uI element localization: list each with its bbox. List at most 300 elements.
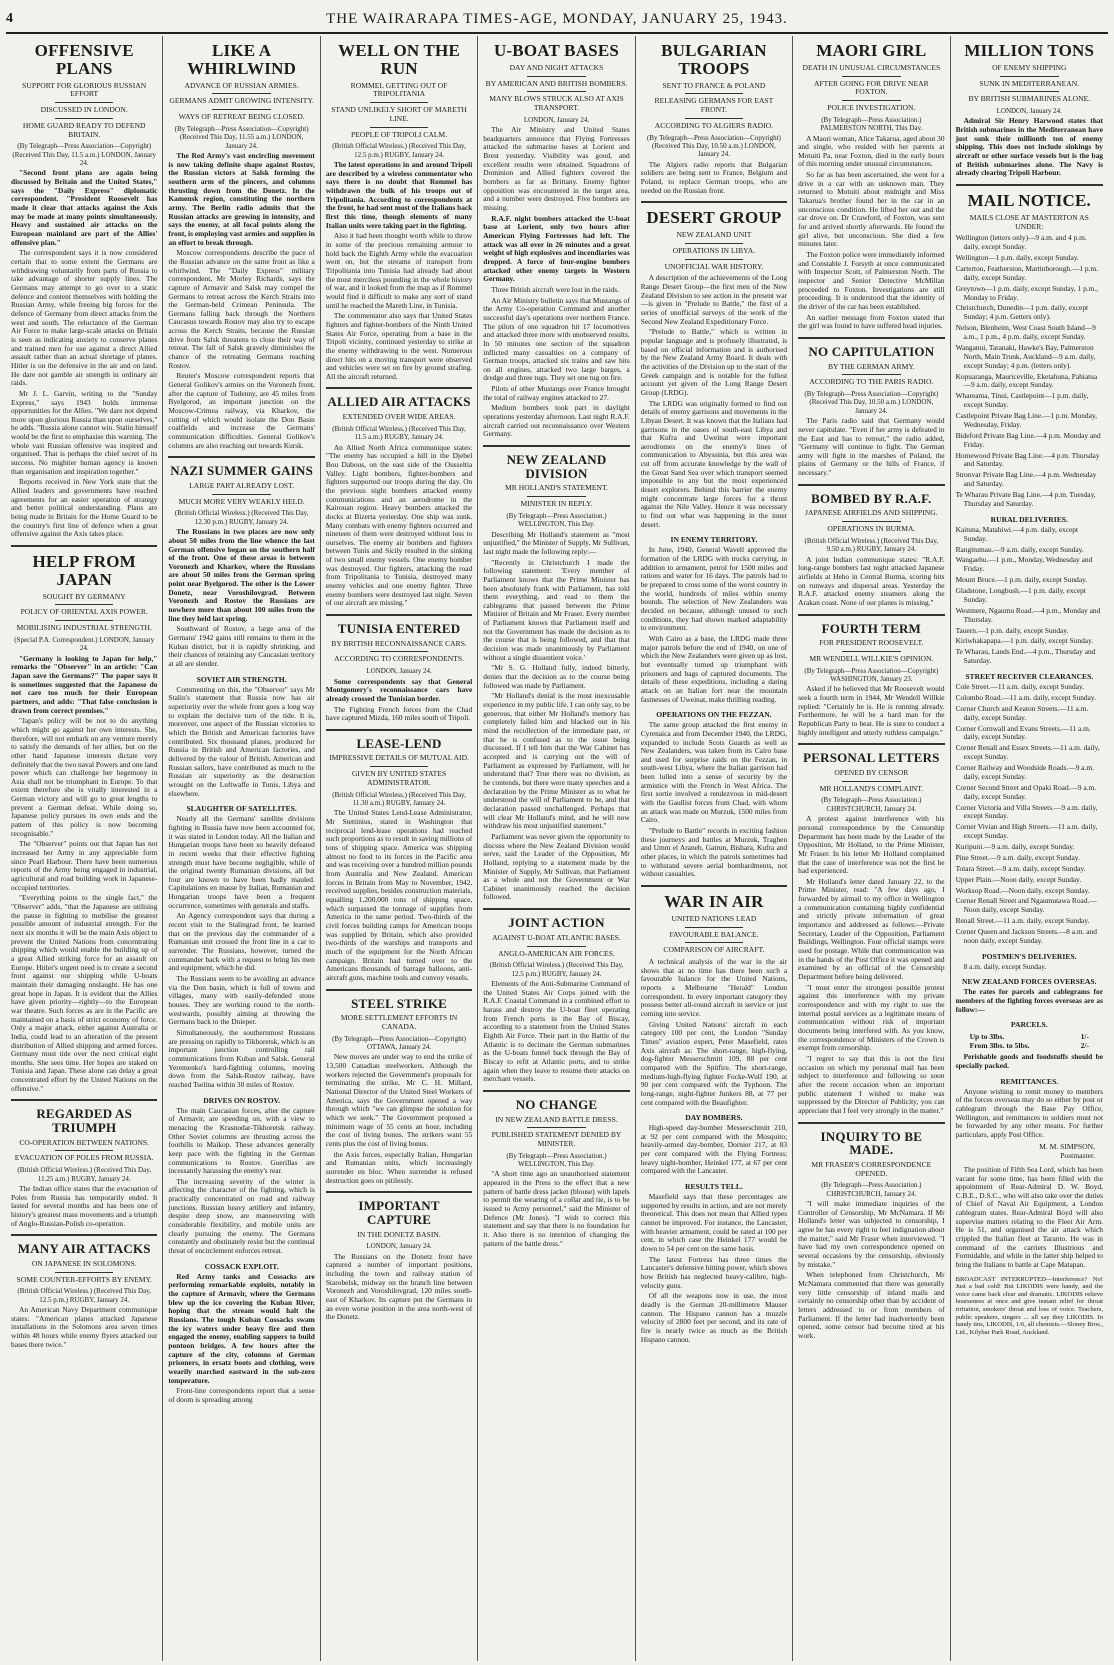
article-body bbox=[641, 1193, 787, 1344]
article-subhead: PUBLISHED STATEMENT DENIED BY MINISTER. bbox=[491, 1130, 622, 1148]
article-subhead: SOUGHT BY GERMANY bbox=[42, 591, 126, 601]
schedule-item: Wangaehu.—1 p.m., Monday, Wednesday and Friday. bbox=[955, 555, 1093, 574]
article-paragraph: "Prelude to Battle" records in exciting fashion these journeys and battles at Murzuk, Traghen and Umm el Araneb, Gatrun, Bishara, Kufra and other places, in which the patrols sometimes had to withstand severe aerial bombardments, not without casualties. bbox=[640, 826, 788, 879]
article-headline: NAZI SUMMER GAINS bbox=[170, 463, 314, 479]
article bbox=[798, 492, 944, 608]
article-dateline: (By Telegraph—Press Association—Copyright) (Received This Day, 11.55 a.m.) LONDON, January 24. bbox=[174, 124, 309, 150]
article bbox=[326, 1199, 472, 1322]
article bbox=[798, 345, 944, 478]
article-subhead: EXTENDED OVER WIDE AREAS. bbox=[342, 412, 456, 422]
schedule-item: Greytown—1 p.m. daily, except Sunday, 1 p.m., Monday to Friday. bbox=[955, 283, 1099, 302]
article-paragraph: The Air Ministry and United States headquarters announce that Flying Fortresses attacked the submarine bases at Lorient and Brest yesterday. Visibility was good, and excellent results were obtained. Squadrons of Dominion and Allied fighters covered the bombers as far as Brittany. Enemy fighter opposition was encountered in the target area, and a number were destroyed. Five bombers are missing. bbox=[483, 125, 630, 213]
article-paragraph: Medium bombers took part in daylight operations yesterday afternoon. Last night R.A.F. aircraft carried out reconnaissance over Western Germany. bbox=[483, 403, 630, 439]
article-paragraph: The same group attacked the first enemy in Cyrenaica and from December 1940, the LRDG, expanded to include Scots Guards as well as New Zealanders, was taken from its Cairo base and used for surprise raids on the Fezzan, in south-west Libya, where the Italian garrison had been lulled into a sense of security by the armistice with the French in West Africa. The first sortie involved a rendezvous in mid-desert with the Gaullist forces from Chad, with whom an attack was made on Murzuk, 1500 miles from Cairo. bbox=[640, 720, 788, 825]
schedule-item: Upper Plain.—Noon daily, except Sunday. bbox=[955, 874, 1082, 884]
article-paragraph: An Allied North Africa communique states: "The enemy has occupied a hill in the Djebel Bou Dabous, on the east side of the Ousseltia Valley. Light bombers, fighter-bombers and fighters supported our troops during the day. On the previous night bombers attacked enemy communications and an aerodrome in the Kairouan region. Heavy bombers attacked the docks at Bizerta yesterday. One ship was sunk. Many combats with enemy fighters occurred and nineteen of them were destroyed without loss to ourselves. The enemy air bombers and fighters between Tunis and Sicily resulted in the sinking of two small enemy vessels. One enemy bomber was destroyed. Our fighters, attacking the road from Tripolitania to Tunisia, destroyed many enemy vehicles and one enemy fighter. Three enemy bombers were destroyed last night. Seven of our aircraft are missing." bbox=[325, 442, 473, 608]
article-paragraph: Red Army tanks and Cossacks are performing remarkable exploits, notably in the capture of Armavir, where the Germans blew up the ice covering the Kuban River, hoping that the stream would halt the Russians. The tough Kuban Cossacks swam the icy waters under heavy fire and then engaged the enemy, enabling sappers to build pontoon bridges. A few hours after the capture of the city, columns of German prisoners, in ersatz boots and clothing, were wearily marched eastward in the sub-zero temperature. bbox=[168, 1271, 315, 1385]
article-body bbox=[168, 686, 314, 799]
article-body bbox=[798, 1200, 944, 1341]
article-paragraph: An Agency correspondent says that during a recent visit to the Stalingrad front, he learned that on the previous day the commander of a Rumanian unit crossed the front line in a car to surrender. The Russians, however, turned the commander back with a request to bring his men and equipment, which he did. bbox=[168, 911, 315, 973]
article-dateline: (By Telegraph—Press Association—Copyright) (Received This Day, 10.50 a.m.) LONDON, January 24. bbox=[646, 133, 781, 159]
article-subhead: OPENED BY CENSOR bbox=[834, 768, 909, 778]
article-paragraph: In June, 1940, General Wavell approved the formation of the LRDG with trucks carrying, in addition to armament, petrol for 1500 miles and rations and water for 16 days. The patrols had to be prepared to cross some of the worst country in the world, hundreds of miles within enemy bounds. The selection of New Zealanders was decided on because, although unused to such conditions, they had shown marked adaptability to environment. bbox=[640, 545, 788, 633]
schedule-item: Corner Cornwall and Evans Streets.—11 a.m. daily, except Sunday. bbox=[955, 723, 1091, 742]
article-body bbox=[956, 1053, 1103, 1070]
article-body bbox=[798, 685, 944, 737]
subhead-rule bbox=[1000, 91, 1059, 92]
article-body bbox=[168, 528, 314, 669]
schedule-item: Corner Second Street and Opaki Road.—9 a.m. daily, except Sunday. bbox=[955, 782, 1097, 801]
article-dateline: (By Telegraph—Press Association.) CHRISTCHURCH, January 24. bbox=[821, 796, 922, 813]
article-body bbox=[956, 1276, 1103, 1337]
article-body bbox=[956, 1166, 1103, 1270]
schedule-item: Whareama, Tinui, Castlepoint—1 p.m. daily, except Sunday. bbox=[955, 391, 1089, 410]
article-paragraph: The Indian office states that the evacuation of Poles from Russia has temporarily ended. It lasted for several months and has been one of history's greatest mass movements and a triumph of Anglo-Russian-Polish co-operation. bbox=[11, 1183, 158, 1228]
article-divider bbox=[798, 1122, 944, 1124]
article-subhead: RELEASING GERMANS FOR EAST FRONT. bbox=[654, 96, 774, 115]
article-paragraph: Reuter's Moscow correspondent reports that General Golikov's armies on the Voronezh front, after the capture of Tudenny, are 45 miles from Byelgorod, an important junction on the Moscow-Crimea railway, via Kharkov, the cutting of which would isolate the Don Basin coalfields and increase the Germans' communication difficulties. General Golikov's columns are also reaching out towards Kursk. bbox=[168, 371, 315, 450]
schedule-item: Totara Street.—9 a.m. daily, except Sunday. bbox=[955, 863, 1086, 873]
article-body bbox=[641, 958, 787, 1107]
article bbox=[168, 1096, 314, 1256]
schedule-item: Carterton, Featherston, Martinborough.—1 p.m. daily, except Sunday. bbox=[955, 263, 1099, 282]
article-paragraph: Masefield says that these percentages are supported by results in action, and are not merely theoretical. This does not mean that Allied types cannot be improved. For instance, the Lancaster, with heavier armament, could be rated at 100 per cent, in which case the Heinkel 177 would be down to 54 per cent on the same basis. bbox=[640, 1192, 788, 1254]
article-paragraph: Admiral Sir Henry Harwood states that British submarines in the Mediterranean have just sunk their millionth ton of enemy shipping. This does not include sinkings by aircraft or other surface vessels but is the bag of British submarines alone. The Navy is already clearing Tripoli Harbour. bbox=[955, 116, 1103, 178]
article-dateline: (British Official Wireless.) (Received This Day, 12.30 p.m.) RUGBY, January 24. bbox=[174, 509, 309, 526]
schedule-item: Homewood Private Bag Line.—4 p.m. Thursday and Saturday. bbox=[955, 450, 1100, 469]
article bbox=[641, 1182, 787, 1344]
article-subhead: BY BRITISH RECONNAISSANCE CARS. bbox=[331, 638, 467, 648]
article bbox=[326, 622, 472, 723]
article bbox=[798, 1130, 944, 1341]
article-paragraph: An Air Ministry bulletin says that Mustangs of the Army Co-operation Command and another successful day's operations over northern France. The pilots of one squadron hit 17 locomotives and attacked three more with unobserved results. In 50 minutes one section of the squadron inflicted many casualties on a company of German troops, attacked six trains and saw hits on all engines, attacked two large barges, a dredge and three tugs. They set one tug on fire. bbox=[483, 295, 630, 383]
article-subhead: FOR PRESIDENT ROOSEVELT. bbox=[819, 638, 924, 648]
article-paragraph: Parliament was never given the opportunity to discuss where the New Zealand Division would serve, said the Leader of the Opposition, Mr Holland, replying to a statement made by the Minister of Supply, Mr Sullivan, that Parliament as a whole and not the Government or War Cabinet unanimously reached the decision followed. bbox=[483, 831, 630, 902]
schedule-list bbox=[956, 683, 1103, 946]
article-body bbox=[11, 655, 157, 1094]
article bbox=[956, 1276, 1103, 1337]
rate-weight: Up to 3lbs. bbox=[969, 1032, 1005, 1042]
article-subhead: PEOPLE OF TRIPOLI CALM. bbox=[351, 129, 448, 139]
article-subhead: MINISTER IN REPLY. bbox=[520, 499, 593, 509]
article-paragraph: The "Observer" points out that Japan has not increased her Army in any appreciable form since Pearl Harbour. There have been numerous reports of the Army being engaged in industrial, agricultural and road building work in Japanese-occupied territories. bbox=[11, 839, 158, 892]
article-headline: OFFENSIVE PLANS bbox=[34, 41, 134, 78]
article-subhead: GIVEN BY UNITED STATES ADMINISTRATOR. bbox=[351, 769, 447, 787]
article-paragraph: A description of the achievements of the Long Range Desert Group—the first men of the New Zealand Division to see action in the present war—is given in "Prelude to Battle," the first of a series of unofficial surveys of the work of the Second New Zealand Expeditionary Force. bbox=[640, 273, 788, 326]
article bbox=[326, 395, 472, 608]
article-body bbox=[483, 126, 629, 439]
article-subhead: MAILS CLOSE AT MASTERTON AS UNDER: bbox=[969, 212, 1089, 231]
article-subhead: MR WENDELL WILLKIE'S OPINION. bbox=[809, 653, 934, 663]
article-divider bbox=[483, 445, 629, 447]
article-divider bbox=[483, 908, 629, 910]
article-subhead: UNITED NATIONS LEAD bbox=[671, 913, 757, 923]
article-headline: ALLIED AIR ATTACKS bbox=[327, 394, 471, 410]
schedule-item: Corner Vivian and High Streets.—11 a.m. daily, except Sunday. bbox=[955, 822, 1098, 841]
article-subhead: HOME GUARD READY TO DEFEND BRITAIN. bbox=[22, 120, 146, 139]
article-subhead: POLICE INVESTIGATION. bbox=[827, 103, 916, 112]
article-paragraph: The rates for parcels and cablegrams for members of the fighting forces overseas are as follow:— bbox=[955, 987, 1103, 1014]
article-headline: HELP FROM JAPAN bbox=[32, 552, 136, 589]
article-body bbox=[483, 1170, 629, 1248]
article-headline: MAORI GIRL bbox=[816, 41, 927, 60]
article-dateline: (British Official Wireless.) (Received This Day, 11.5 a.m.) RUGBY, January 24. bbox=[332, 424, 466, 442]
schedule-item: Kaituna, Matahiwi.—4 p.m. daily, except Sunday. bbox=[955, 524, 1079, 543]
article-divider bbox=[326, 729, 472, 731]
article-dateline: (Special P.A. Correspondent.) LONDON, January 24. bbox=[14, 635, 155, 653]
article-dateline: LONDON, January 24. bbox=[366, 1242, 432, 1251]
article-body bbox=[641, 274, 787, 529]
article bbox=[798, 751, 944, 1115]
article-headline: MILLION TONS bbox=[964, 41, 1095, 60]
article-subhead: POLICY OF ORIENTAL AXIS POWER. bbox=[20, 607, 148, 617]
article-paragraph: "Everything points to the single fact," the "Observer" adds, "that the Japanese are utilising the pause in fighting to mobilise the greatest possible amount of industrial strength. For the next six months it will be the main Axis object to prevent the United Nations from concentrating shipping which would enable the building up of a great Allied striking force for an assault on Europe. Hitler's urgent need is to create a second front against our shipping while U-boats maintain their damaging onslaught. He has one great hope in Japan. It is evident that the Allies have given priority—rightly—to the European war theatre. Such forces as are in the Pacific are maintained on a basis of strict economy of force. Only a major attack, either against Australia or India, could lead to an alteration of the present distribution of Allied shipping and armed forces. Germany must tide over the next critical eight months. She sees time. Her hopes are staked on Tunisia and Japan. These alone can delay a great concentrated effort by the United Nations on the offensive." bbox=[11, 893, 158, 1093]
article-paragraph: An earlier message from Foxton stated that the girl was found to have suffered head injuries. bbox=[798, 312, 945, 331]
article-subhead: SENT TO FRANCE & POLAND bbox=[662, 80, 766, 90]
article-paragraph: Nearly all the Germans' satellite divisions fighting in Russia have now been accounted for, it was stated in London today. All the Italian and Hungarian troops have been so heavily defeated in recent weeks that their effective fighting strength must have become negligible, while of the original twenty Rumanian divisions, all but four are known to have been badly mauled. Capitulations en masse by Italian, Rumanian and Hungarian troops have been a frequent occurrence, sometimes with generals and staffs. bbox=[168, 814, 315, 910]
article-subhead: DEATH IN UNUSUAL CIRCUMSTANCES bbox=[802, 62, 941, 72]
article-headline: WELL ON THE RUN bbox=[338, 41, 460, 78]
article bbox=[483, 42, 629, 439]
article-subhead: WAYS OF RETREAT BEING CLOSED. bbox=[178, 112, 305, 122]
subhead-rule bbox=[212, 109, 271, 110]
article-paragraph: Anyone wishing to remit money to members of the forces overseas may do so either by post or cablegram through the Base Pay Office, Wellington, and remittances to soldiers must not be forwarded by any other means. For further particulars, apply Post Office. bbox=[955, 1086, 1103, 1139]
article-dateline: (British Official Wireless.) (Received This Day, 12.5 p.m.) RUGBY, January 24. bbox=[489, 961, 624, 978]
article-paragraph: Also it had been thought worth while to throw in some of the precious remaining armour to hold back the Eighth Army while the evacuation went on, but the streams of transport from Tripolitania into Tunisia had already had about the most merciless pounding in the whole history of war, and it looked from the map as if Rommel would find it difficult to make any sort of stand until he reached the Mareth Line, in Tunisia. bbox=[325, 231, 473, 310]
article-subhead: NEW ZEALAND UNIT bbox=[676, 230, 752, 240]
section-heading: IN ENEMY TERRITORY. bbox=[670, 535, 758, 545]
article-paragraph: "Japan's policy will be not to do anything which might go against her own interests. She, therefore, will not embark on any venture merely to satisfy the demands of her allies, but on the other hand Japanese interests dictate very definitely that the two naval Powers and one land power which can challenge her hegemony in Asia shall not be triumphant in Europe. To that extent therefore she is vitally interested in a German victory and will go to great lengths to prevent a German defeat. While doing so, Japanese policy pursues its own ends and the pattern of this policy is now becoming recognisable." bbox=[11, 716, 158, 838]
article-subhead: SOME COUNTER-EFFORTS BY ENEMY. bbox=[16, 1274, 152, 1284]
article-subhead: CO-OPERATION BETWEEN NATIONS. bbox=[19, 1137, 150, 1147]
section-heading: NEW ZEALAND FORCES OVERSEAS. bbox=[962, 977, 1097, 987]
columns bbox=[6, 36, 1108, 1661]
section-heading: STREET RECEIVER CLEARANCES. bbox=[965, 672, 1094, 682]
article-body bbox=[326, 1053, 472, 1185]
article bbox=[956, 1166, 1103, 1270]
article-divider bbox=[798, 484, 944, 486]
article-dateline: (By Telegraph—Press Association.) WELLINGTON, This Day. bbox=[506, 1151, 607, 1169]
article-body bbox=[11, 169, 157, 539]
article-paragraph: The LRDG was originally formed to find out details of enemy garrisons and movements in the Libyan Desert. It was known that the Italians had garrisons in the oases of south-east Libya and that Kufra and Uweinat were important aerodromes on the enemy's lines of communication to Abyssinia, but this area was cut off from accurate knowledge by the wall of the Great Sand Sea over which transport seemed impossible to any but the most experienced desert explorers. Behind this barrier the enemy might concentrate large forces for a thrust against the Nile Valley. Hence it was necessary to find out what was happening in the inner desert. bbox=[640, 398, 788, 529]
article-subhead: ADVANCE OF RUSSIAN ARMIES. bbox=[184, 80, 299, 90]
article-paragraph: With Cairo as a base, the LRDG made three major patrols before the end of 1940, on one of which the New Zealanders were given up as lost, but eventually turned up triumphant with prisoners and bags of captured documents. The details of these expeditions, including a daring attack on an Italian fort near the mountain fastnesses of Uweinat, make thrilling reading. bbox=[640, 633, 788, 704]
section-heading: RURAL DELIVERIES. bbox=[990, 514, 1068, 524]
subhead-rule bbox=[55, 118, 114, 119]
article-divider bbox=[326, 614, 472, 616]
article-dateline: (By Telegraph—Press Association.) WELLINGTON, This Day. bbox=[506, 511, 607, 529]
article bbox=[326, 737, 472, 983]
article-subhead: ACCORDING TO THE PARIS RADIO. bbox=[809, 377, 934, 387]
article-dateline: LONDON, January 24. bbox=[366, 667, 432, 676]
schedule-item: Corner Renall and Essex Streets.—11 a.m. daily, except Sunday. bbox=[955, 743, 1100, 762]
article-subhead: OF ENEMY SHIPPING bbox=[992, 62, 1067, 72]
section-heading: REMITTANCES. bbox=[1000, 1076, 1059, 1086]
article-body bbox=[11, 1306, 157, 1349]
schedule-item: Pine Street.—9 a.m. daily, except Sunday. bbox=[955, 852, 1080, 862]
article-dateline: (British Official Wireless.) (Received This Day, 11.25 a.m.) RUGBY, January 24. bbox=[17, 1166, 151, 1183]
article-subhead: BY AMERICAN AND BRITISH BOMBERS. bbox=[485, 78, 628, 88]
article bbox=[641, 710, 787, 879]
article-headline: NEW ZEALAND DIVISION bbox=[506, 452, 607, 481]
article-paragraph: the Axis forces, especially Italian, Hungarian and Rumanian units, which increasingly surrender en bloc. When surrender is refused destruction goes on pitilessly. bbox=[325, 1149, 473, 1185]
article-dateline: LONDON, January 24. bbox=[996, 107, 1062, 115]
schedule-item: Worksop Road.—Noon daily, except Sunday. bbox=[955, 885, 1090, 895]
section-heading: COSSACK EXPLOIT. bbox=[204, 1261, 279, 1271]
article-paragraph: Some correspondents say that General Montgomery's reconnaissance cars have already crossed the Tunisian border. bbox=[325, 676, 473, 703]
schedule-item: Bideford Private Bag Line.—4 p.m. Monday and Friday. bbox=[955, 430, 1101, 449]
article-subhead: MR HOLLAND'S STATEMENT. bbox=[505, 483, 608, 493]
subhead-rule bbox=[55, 1150, 114, 1151]
article-paragraph: The Fighting French forces from the Chad have captured Mizda, 160 miles south of Tripoli. bbox=[325, 704, 473, 723]
article-dateline: (By Telegraph—Press Association—Copyright) (Received This Day, 10.50 a.m.) LONDON, January 24. bbox=[804, 390, 939, 415]
article-headline: JOINT ACTION bbox=[508, 915, 605, 931]
column bbox=[793, 36, 950, 1661]
article-divider bbox=[641, 201, 787, 203]
subhead-rule bbox=[842, 651, 901, 652]
subhead-rule bbox=[527, 91, 586, 92]
subhead-rule bbox=[685, 93, 744, 94]
section-heading: DRIVES ON ROSTOV. bbox=[203, 1095, 280, 1105]
article-headline: INQUIRY TO BE MADE. bbox=[820, 1128, 923, 1158]
article-paragraph: Perishable goods and foodstuffs should be specially packed. bbox=[955, 1052, 1103, 1071]
article-divider bbox=[798, 337, 944, 339]
section-heading: DAY BOMBERS. bbox=[685, 1113, 743, 1123]
article-body bbox=[326, 1253, 472, 1322]
article-paragraph: Reports received in New York state that the Allied leaders and governments have reached agreements for an easier operation of strategy and better political understanding. Plans are being made in Britain for the Home Guard to be the country's first line of defence when a great offensive against the Axis takes place. bbox=[11, 477, 158, 539]
article bbox=[483, 916, 629, 1084]
article-paragraph: Three British aircraft were lost in the raids. bbox=[491, 284, 619, 294]
article-dateline: LONDON, January 24. bbox=[523, 115, 590, 124]
signature-line: M. M. SIMPSON, bbox=[1039, 1141, 1095, 1151]
schedule-item: Renall Street.—11 a.m. daily, except Sunday. bbox=[955, 916, 1090, 926]
article-paragraph: "Second front plans are again being discussed by Britain and the United States," says the "Daily Express" diplomatic correspondent. "President Roosevelt has made it clear that attacks against the Axis may be made at many points simultaneously. Heavy and sustained air attacks on the European mainland are part of the Allies' offensive plan." bbox=[11, 168, 158, 247]
article-subhead: ACCORDING TO ALGIERS RADIO. bbox=[654, 120, 774, 130]
article-paragraph: Giving United Nations' aircraft in each category 100 per cent, the London "Sunday Times" aviation expert, Peter Masefield, rates Axis aircraft as: The short-range, high-flying, dog-fighter Messerschmitt 109, 88 per cent compared with the Spitfire. The short-range, medium-high-flying fighter Focke-Wulf 190, at 90 per cent compared with the Typhoon. The long-range, night-fighter Junkers 88, at 77 per cent compared with the Beaufighter. bbox=[640, 1019, 788, 1107]
article bbox=[168, 804, 314, 1089]
article-divider bbox=[11, 1234, 157, 1236]
rate-row bbox=[956, 1041, 1103, 1050]
article-paragraph: "I will make immediate inquiries of the Controller of Censorship, Mr McNamara. If Mr Holland's letter was subjected to censorship, I agree he has every right to feel indignation about the matter," said Mr Fraser when interviewed. "I have had my own correspondence opened on several occasions by the censorship, obviously by mistake." bbox=[798, 1199, 945, 1269]
article-subhead: MR FRASER'S CORRESPONDENCE OPENED. bbox=[811, 1159, 932, 1178]
article bbox=[641, 42, 787, 195]
article-dateline: (British Official Wireless.) (Received This Day, 11.30 a.m.) RUGBY, January 24. bbox=[332, 790, 466, 808]
article-paragraph: The main Caucasian forces, after the capture of Armavir, are speeding on, with a view to menacing the Krasnodar-Tikhoretsk railway. Other Soviet columns are thrusting across the foothills to Maikop. These advances generally keep pace with the fighting in the German communications to Rostov. Guerillas are incessantly harassing the enemy's rear. bbox=[168, 1105, 315, 1176]
article-body bbox=[798, 417, 944, 478]
article-paragraph: Moscow correspondents describe the pace of the Russian advance on the same front as like a whirlwind. The "Daily Express" military correspondent, Mr Morley Richards, says the capture of Armavir and Salsk may compel the Germans to retreat across the Kerch Straits into the German-held Crimean Peninsula. The Germans falling back through the Northern Caucasus towards Rostov may also try to escape across the Kerch Straits, because the Russian drive from Salsk threatens to close their way of retreat. The fall of Salsk gravely diminishes the chance of the retreating Germans reaching Rostov. bbox=[168, 248, 315, 370]
article-headline: BULGARIAN TROOPS bbox=[661, 41, 767, 78]
subhead-rule bbox=[212, 93, 271, 94]
article-paragraph: The latest operations in and around Tripoli are described by a wireless commentator who says there is no doubt that Rommel has withdrawn the bulk of his troops out of Tripolitania. According to correspondents at the front, he had sent most of the Italians back first this time, though elements of many Italian units were taking part in the fighting. bbox=[325, 160, 473, 230]
article-subhead: OPERATIONS IN LIBYA. bbox=[672, 245, 756, 255]
article-subhead: DISCUSSED IN LONDON. bbox=[40, 105, 128, 115]
article-paragraph: The correspondent says it is now considered certain that to some extent the Germans are withdrawing voluntarily from parts of Russia to take advantage of shorter supply lines. The Germans may attempt to go over to a static defence and content themselves with holding the Russian Army, while freeing big forces for the defence of Germany from direct attacks from the west and south. The reluctance of the German Air Force to make large-scale attacks on Britain is seen as indicating anxiety to conserve planes and trained men for use against a direct Allied assault rather than an actual shortage of planes. Hitler is on the defensive in the air and on land. He dare not gamble air strength in ordinary air raids. bbox=[11, 248, 158, 388]
article-paragraph: Commenting on this, the "Observer" says Mr Stalin's statement that Russia now has air superiority over the whole front goes a long way to explain the decisive turn of the tide. It is, moreover, one aspect of the Russian victories to which the British and American factories have contributed. Six thousand planes, produced for Russia in British and American factories, and delivered by the valour of British, American and Russian sailors, have contributed as much to the Russian air superiority as the destruction wrought on the Luftwaffe in Tunis, Libya and elsewhere. bbox=[168, 684, 315, 798]
subhead-rule bbox=[685, 259, 744, 260]
article-subhead: DAY AND NIGHT ATTACKS bbox=[509, 62, 604, 72]
masthead bbox=[6, 6, 1108, 34]
subhead-rule bbox=[527, 76, 586, 77]
article-paragraph: The Algiers radio reports that Bulgarian soldiers are being sent to France, Belgium and Poland, to replace German troops, who are needed on the Russian front. bbox=[640, 159, 788, 195]
article-paragraph: Describing Mr Holland's statement as "most unjustified," the Minister of Supply, Mr Sullivan, last night made the following reply:— bbox=[483, 529, 630, 556]
article-body bbox=[798, 556, 944, 608]
article bbox=[641, 535, 787, 704]
article-body bbox=[641, 1124, 787, 1176]
article-divider bbox=[168, 456, 314, 458]
column bbox=[321, 36, 478, 1661]
article-body bbox=[798, 135, 944, 331]
article-paragraph: High-speed day-bomber Messerschmitt 210, at 92 per cent compared with the Mosquito; heavily-armed day-bomber, Dornier 217, at 83 per cent compared with the Flying Fortress; heavy night-bomber, Heinkel 177, at 67 per cent compared with the Lancaster. bbox=[640, 1123, 788, 1176]
schedule-list bbox=[956, 526, 1103, 666]
subhead-rule bbox=[212, 494, 271, 495]
article-paragraph: "I must enter the strongest possible protest against this interference with my private correspondence and with my right to use the internal postal services as a legitimate means of communication without risk of important documents being interfered with. As you know, the correspondence of Ministers of the Crown is exempt from censorship. bbox=[798, 982, 945, 1053]
schedule-item: Corner Renall Street and Ngaumutawa Road.—Noon daily, except Sunday. bbox=[955, 896, 1097, 915]
schedule-item: Kiriwhakapapa.—1 p.m. daily, except Sunday. bbox=[955, 636, 1094, 646]
article-body bbox=[956, 1088, 1103, 1140]
subhead-rule bbox=[55, 102, 114, 103]
article-divider bbox=[956, 184, 1103, 186]
article-headline: LIKE A WHIRLWIND bbox=[187, 41, 297, 78]
article bbox=[483, 1098, 629, 1248]
article-dateline: (By Telegraph—Press Association—Copyright) WASHINGTON, January 23. bbox=[804, 666, 939, 684]
article-paragraph: The Russians in two places are now only about 50 miles from the line whence the last German offensive began on the southern half of the front. One of these areas is between Voronezh and Kharkov, where the Russians are about 50 miles from the German spring point near Byelgorod. The other is the Lower Donetz, near Voroshilovgrad. Between Voronezh and Rostov the Russians are nowhere more than about 100 miles from the line they held last spring. bbox=[168, 527, 315, 623]
rate-weight: From 3lbs. to 5lbs. bbox=[969, 1041, 1030, 1051]
subhead-rule bbox=[842, 100, 901, 101]
schedule-item: Westmere, Ngaumu Road.—4 p.m., Monday and Thursday. bbox=[955, 605, 1101, 624]
article-divider bbox=[798, 743, 944, 745]
article-subhead: COMPARISON OF AIRCRAFT. bbox=[663, 945, 765, 955]
schedule-item: Te Wharau, Lands End.—4 p.m., Thursday and Saturday. bbox=[955, 647, 1096, 666]
schedule-item: Rangitumau.—9 a.m. daily, except Sunday. bbox=[955, 544, 1084, 554]
schedule-item: Wanganui, Taranaki, Hawke's Bay, Palmerston North, Main Trunk, Auckland—9 a.m. daily, except Sunday; 4 p.m. (letters only). bbox=[955, 342, 1096, 370]
article bbox=[798, 42, 944, 331]
article-paragraph: Mr J. L. Garvin, writing to the "Sunday Express," says 1943 holds immense opportunities for the Allies. "We dare not depend more upon glorious Russia than upon ourselves," he adds. "Russia alone cannot win. Stalin himself would be the first to emphasise this warning. The whole vast Russian offensive was inspired and organised. That is perhaps the chief secret of its success. No mightier human agency is known than organisation and inspiration together." bbox=[11, 388, 158, 476]
article-paragraph: "Recently in Christchurch I made the following statement: 'Every member of Parliament knows that the Prime Minister has been absolutely frank with Parliament, has told them everything, and read to them the cablegrams that passed between the Prime Minister of Britain and Mr Fraser. Every member of Parliament knows that Parliament itself and not the Government has made the decision as to the course that is being followed, and that that decision was made unanimously by Parliament without a single dissentient voice.' bbox=[483, 557, 630, 662]
subhead-rule bbox=[842, 781, 901, 782]
article-divider bbox=[326, 1191, 472, 1193]
article-paragraph: A technical analysis of the war in the air shows that at no time has there been such a favourable balance for the United Nations, reports a Melbourne "Herald" London correspondent. In every important category they possess better all-round aircraft in service or just coming into service. bbox=[640, 957, 788, 1018]
subhead-rule bbox=[842, 374, 901, 375]
article bbox=[956, 1020, 1103, 1070]
article-headline: FOURTH TERM bbox=[821, 620, 922, 636]
article-subhead: IN NEW ZEALAND BATTLE DRESS. bbox=[495, 1114, 618, 1124]
section-heading: SLAUGHTER OF SATELLITES. bbox=[186, 804, 297, 814]
article bbox=[956, 1077, 1103, 1160]
subhead-rule bbox=[685, 942, 744, 943]
article bbox=[641, 209, 787, 529]
article-subhead: FAVOURABLE BALANCE. bbox=[669, 929, 759, 939]
article-subhead: MUCH MORE VERY WEAKLY HELD. bbox=[178, 496, 305, 506]
article-paragraph: Mr Holland's letter dated January 22, to the Prime Minister, read: "A few days ago, I forwarded by airmail to my office in Wellington a communication containing highly confidential and strictly private information of great importance and addressed as follows:—Private Secretary, Leader of the Opposition, Parliament Buildings, Wellington. Four official stamps were used for postage. While that communication was in the hands of the Post Office it was opened and examined by an official of the Censorship Department before being delivered. bbox=[798, 876, 945, 982]
article-subhead: IMPRESSIVE DETAILS OF MUTUAL AID. bbox=[329, 753, 469, 763]
article-paragraph: The Foxton police were immediately informed and Constable J. Forsyth at once communicated with Inspector Scott, of Palmerston North. The inspector and Senior Detective McMillan proceeded to Foxton. Investigations are still proceeding. It is understood that the identity of the driver of the car has been established. bbox=[798, 250, 945, 311]
article-headline: PERSONAL LETTERS bbox=[803, 750, 940, 766]
column bbox=[636, 36, 793, 1661]
schedule-item: Colombo Road.—11 a.m. daily, except Sunday. bbox=[955, 692, 1096, 702]
schedule-item: Te Wharau Private Bag Line.—4 p.m. Tuesday, Thursday and Saturday. bbox=[955, 490, 1096, 508]
subhead-rule bbox=[55, 620, 114, 621]
section-heading: OPERATIONS ON THE FEZZAN. bbox=[656, 710, 772, 720]
column bbox=[163, 36, 320, 1661]
subhead-rule bbox=[370, 102, 429, 103]
schedule-item: Corner Railway and Woodside Roads.—9 a.m. daily, except Sunday. bbox=[955, 763, 1094, 781]
article-paragraph: Southward of Rostov, a large area of the Germans' 1942 gains still remains to them in the Kuban district, but it is rapidly shrinking, and their chances of retaining any Caucasian territory at all are slender. bbox=[168, 624, 315, 669]
article-body bbox=[641, 721, 787, 879]
article-subhead: EVACUATION OF POLES FROM RUSSIA. bbox=[14, 1153, 154, 1163]
article-headline: NO CHANGE bbox=[515, 1096, 598, 1112]
article-subhead: MANY BLOWS STRUCK ALSO AT AXIS TRANSPORT. bbox=[489, 94, 624, 112]
signature-line: Postmaster. bbox=[1060, 1150, 1095, 1160]
column bbox=[951, 36, 1108, 1661]
article-paragraph: "Germany is looking to Japan for help," remarks the "Observer" in an article: "Can Japan save the Germans?" The paper says it is sometimes suggested that the Japanese do not care too much for their European partners, and adds: "That false conclusion is drawn from correct premises." bbox=[11, 653, 158, 715]
article-subhead: MOBILISING INDUSTRIAL STRENGTH. bbox=[16, 623, 152, 633]
rate-price: 1/- bbox=[1080, 1032, 1089, 1042]
article-subhead: AFTER GOING FOR DRIVE NEAR FOXTON. bbox=[813, 78, 929, 97]
article bbox=[798, 622, 944, 738]
article-divider bbox=[326, 387, 472, 389]
subhead-rule bbox=[685, 927, 744, 928]
schedule-item: Castlepoint Private Bag Line.—1 p.m. Monday, Wednesday, Friday. bbox=[955, 411, 1097, 429]
article-paragraph: The latest Fortress has three times the Lancaster's defensive hitting power, which shows how British has neglected heavy-calibre, high-velocity guns. bbox=[640, 1254, 788, 1290]
article-headline: MAIL NOTICE. bbox=[967, 190, 1091, 210]
article-paragraph: The Red Army's vast encircling movement is now taking definite shape against Rostov, the Russian victors at Salsk forming the southern arm of the pincers, and columns thrusting down from the Donetz. In the Kamensk region, constituting the northern army. The Berlin radio admits that the Russian attacks are growing in intensity, and says the enemy, at all focal points along the front, is employing vast armies and supplies in an effort to break through. bbox=[168, 151, 315, 247]
rate-price: 2/- bbox=[1080, 1041, 1089, 1051]
section-heading: SOVIET AIR STRENGTH. bbox=[196, 674, 287, 684]
page-number: 4 bbox=[6, 11, 13, 26]
schedule-item: Stronvar Private Bag Line.—4 p.m. Wednesday and Saturday. bbox=[955, 470, 1097, 489]
article bbox=[168, 1262, 314, 1405]
schedule-item: Christchurch, Dunedin—1 p.m. daily, except Sunday; 4 p.m. Getters only). bbox=[955, 303, 1089, 322]
article bbox=[11, 42, 157, 539]
article bbox=[956, 42, 1103, 178]
article-dateline: (British Official Wireless.) (Received This Day, 9.50 a.m.) RUGBY, January 24. bbox=[804, 536, 939, 554]
article-paragraph: The position of Fifth Sea Lord, which has been vacant for some time, has been filled with the appointment of Rear-Admiral D. W. Boyd, C.B.E., D.S.C., who will also take over the duties of Chief of Naval Air Equipment, a London cablegram states. Rear-Admiral Boyd will also supervise matters relating to the Fleet Air Arm. He is 51, and organised the air attack which crippled the Italian fleet at Taranto. He was in command of the carriers Illustrious and Formidable, and while in the latter ship helped to bring the Italians to battle at Cape Matapan. bbox=[955, 1164, 1103, 1270]
article-subhead: SUNK IN MEDITERRANEAN. bbox=[979, 78, 1080, 88]
article-divider bbox=[11, 545, 157, 547]
article-body bbox=[168, 815, 314, 1089]
article-paragraph: The commentator also says that United States fighters and fighter-bombers of the Ninth United States Air Force, operating from a base in the Tripoli vicinity, continued yesterday to strike at the enemy withdrawing to the west. Numerous direct hits on a moving transport were observed and vehicles were set on fire by ground strafing. All the aircraft returned. bbox=[325, 311, 473, 381]
article-subhead: LARGE PART ALREADY LOST. bbox=[189, 480, 295, 490]
article-paragraph: An American Navy Department communique states: "American planes attacked Japanese installations in the Solomons area seven times within 48 hours while enemy flyers attacked our bases there twice." bbox=[11, 1305, 158, 1349]
article bbox=[168, 42, 314, 450]
section-heading: POSTMEN'S DELIVERIES. bbox=[982, 951, 1077, 961]
article-paragraph: A protest against interference with his personal correspondence by the Censorship Department has been made by the Leader of the Opposition, Mr Holland, to the Prime Minister, Mr Fraser. In his letter Mr Holland complained that the case of interference was not the first he had experienced. bbox=[798, 814, 945, 876]
article-body bbox=[326, 444, 472, 608]
article-paragraph: Of all the weapons now in use, the most deadly is the German 20-millimetre Mauser cannon. The Hispano cannon has a muzzle velocity of 2800 feet per second, and its rate of fire is nearly twice as much as the British Hispano cannon. bbox=[640, 1291, 788, 1344]
masthead-title: THE WAIRARAPA TIMES-AGE, MONDAY, JANUARY 25, 1943. bbox=[326, 10, 788, 27]
schedule-item: Corner Church and Keaton Streets.—11 a.m. daily, except Sunday. bbox=[955, 703, 1089, 722]
article-body bbox=[798, 815, 944, 1115]
article bbox=[11, 1242, 157, 1349]
schedule-item: Kopuaranga, Mauriceville, Eketahuna, Pahiatua—9 a.m. daily, except Sunday. bbox=[955, 371, 1098, 390]
article-paragraph: Pilots of other Mustangs over France brought the total of railway engines attacked to 27. bbox=[483, 384, 630, 402]
schedule-item: Corner Queen and Jackson Streets.—8 a.m. and noon daily, except Sunday. bbox=[955, 927, 1097, 945]
article-paragraph: BROADCAST INTERRUPTED—Interference? No! Just a bad cold! But LIKODIS were handy, and the voice came back clear and dramatic. LIKODIS relieve hoarseness at once and give instant relief for throat irritation, smokers' throat and loss of voice. Teachers, public speakers, singers ... all say they LIKODIS. In handy tins, LIKODIS, 1/6, all chemists.—Sloney Bros., Ltd., Kilybar Park Road, Auckland. bbox=[955, 1275, 1103, 1336]
subhead-rule bbox=[527, 1127, 586, 1128]
article-paragraph: The Paris radio said that Germany would never capitulate. "Even if her army is defeated in the East and has to retreat," the radio added, "Germany will continue to fight. The German army will fight in the marshes of Poland, the plains of Germany or the hills of France, if necessary." bbox=[798, 416, 945, 478]
rate-row bbox=[956, 1032, 1103, 1041]
article-headline: BOMBED BY R.A.F. bbox=[811, 490, 932, 506]
article-paragraph: When telephoned from Christchurch, Mr McNamara commented that there was generally very little censorship of inland mails and certainly no censorship other than by accident of letters addressed to or from members of Parliament. If the letter had inadvertently been opened, some censor had become tired at his work. bbox=[798, 1270, 945, 1340]
schedule-item: Kuripuni.—9 a.m. daily, except Sunday. bbox=[955, 842, 1075, 852]
article-divider bbox=[483, 1090, 629, 1092]
article-subhead: ANGLO-AMERICAN AIR FORCES. bbox=[498, 948, 615, 958]
section-heading: PARCELS. bbox=[1010, 1020, 1048, 1030]
article-body bbox=[483, 531, 629, 903]
article-paragraph: Simultaneously, the southernmost Russians are pressing on rapidly to Tikhoretsk, which is an important junction controlling rail communications from Kuban and Salsk. General Yeremenko's hard-fighting columns, moving down from the Salsk-Rostov railway, have reached Tselina within 30 miles of Rostov. bbox=[168, 1027, 315, 1089]
article-body bbox=[956, 988, 1103, 1014]
article-body bbox=[168, 1107, 314, 1256]
